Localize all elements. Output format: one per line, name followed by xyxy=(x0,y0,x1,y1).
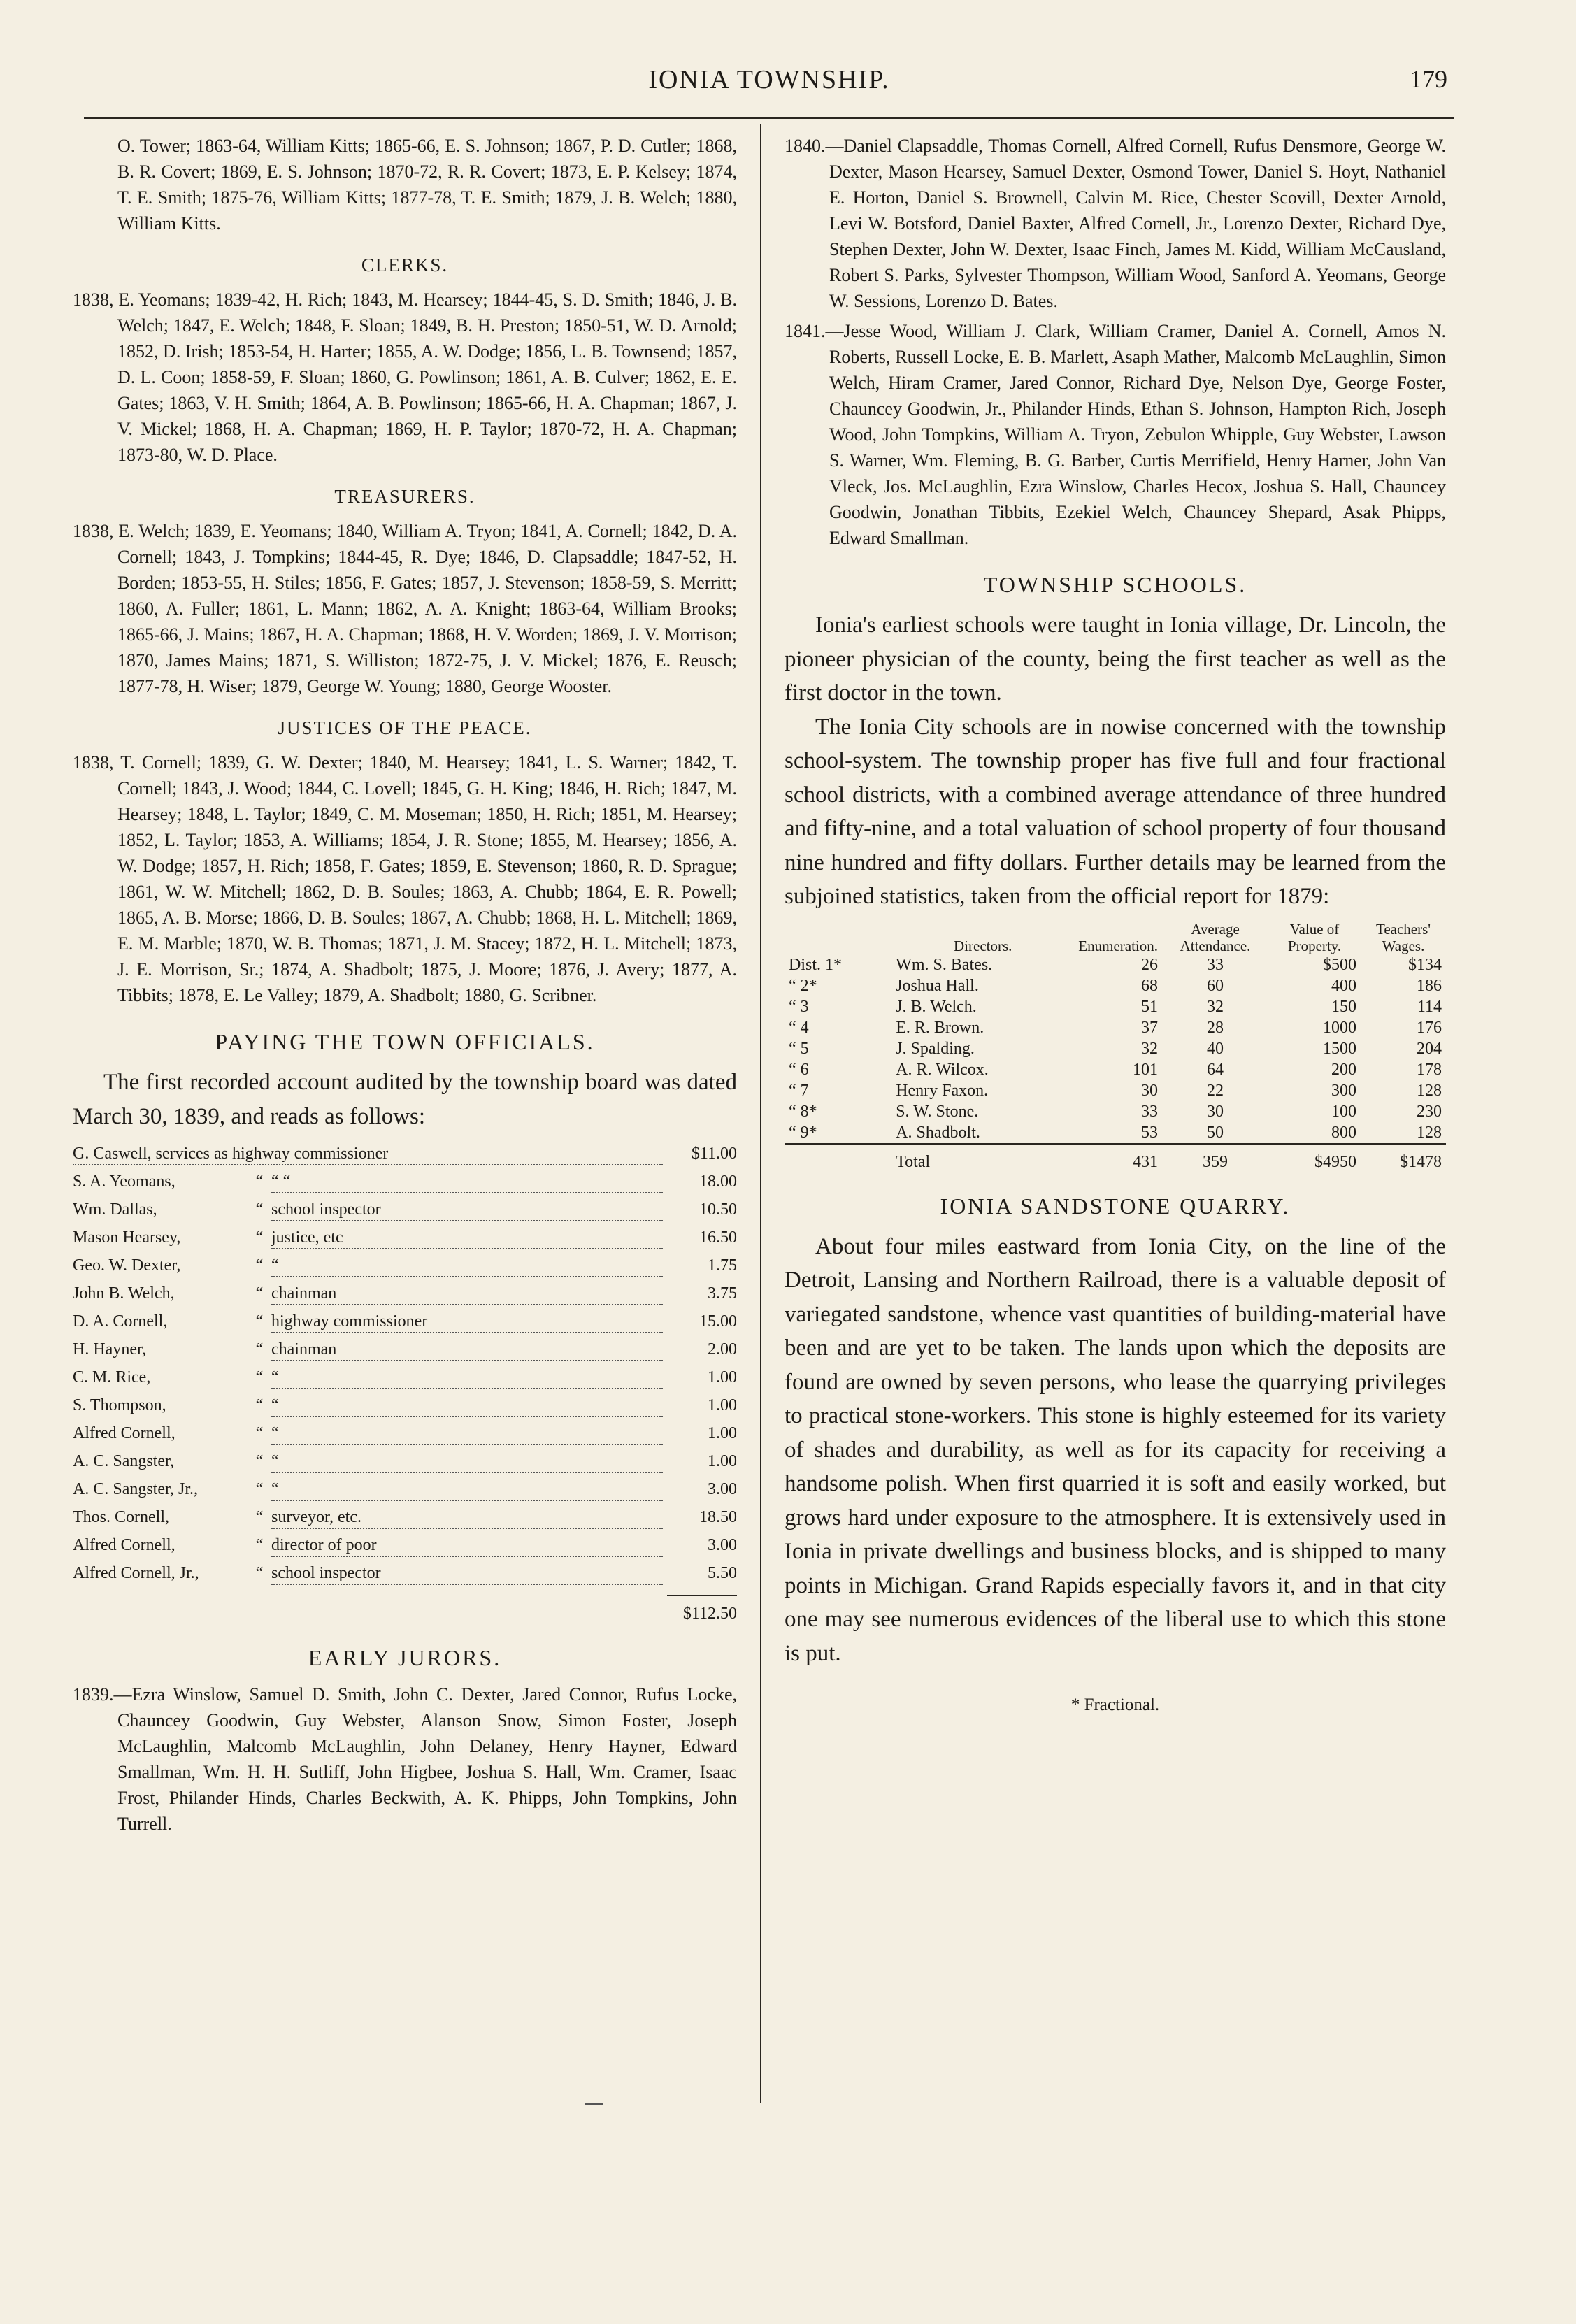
account-name: C. M. Rice, xyxy=(73,1368,151,1386)
table-row xyxy=(785,1122,1446,1144)
ditto-mark: “ xyxy=(255,1256,264,1275)
column-divider xyxy=(760,124,761,2103)
account-amount: $11.00 xyxy=(691,1145,737,1163)
account-desc: school inspector xyxy=(271,1564,385,1582)
ditto-mark: “ xyxy=(255,1284,264,1303)
page-number: 179 xyxy=(1410,65,1447,93)
account-row xyxy=(73,1311,737,1339)
account-amount: 18.50 xyxy=(699,1508,737,1526)
account-name: Geo. W. Dexter, xyxy=(73,1256,181,1275)
attendance-cell: 33 xyxy=(1207,955,1224,974)
justices-list: 1838, T. Cornell; 1839, G. W. Dexter; 1840, M. Hearsey; 1841, L. S. Warner; 1842, T. Cornell; 1843, J. Wood; 1844, C. Lovell; 1845, G. H. King; 1846, H. Rich; 1847, M. Hearsey; 1848, L. Taylor; 1849, C. M. Moseman; 1850, H. Rich; 1851, M. Hearsey; 1852, L. Taylor; 1853, A. Williams; 1854, J. R. Stone; 1855, M. Hearsey; 1856, A. W. Dodge; 1857, H. Rich; 1858, F. Gates; 1859, E. Stevenson; 1860, R. D. Sprague; 1861, W. W. Mitchell; 1862, D. B. Soules; 1863, A. Chubb; 1864, E. R. Powell; 1865, A. B. Morse; 1866, D. B. Soules; 1867, A. Chubb; 1868, H. L. Mitchell; 1869, E. M. Marble; 1870, W. B. Thomas; 1871, J. M. Stacey; 1872, H. L. Mitchell; 1873, J. E. Morrison, Sr.; 1874, A. Shadbolt; 1875, J. Moore; 1876, J. Avery; 1877, A. Tibbits; 1878, E. Le Valley; 1879, A. Shadbolt; 1880, G. Scribner. xyxy=(73,752,737,1005)
right-column xyxy=(785,133,1446,1715)
account-name: John B. Welch, xyxy=(73,1284,175,1303)
enumeration-cell: 37 xyxy=(1141,1018,1158,1037)
account-desc: “ xyxy=(271,1452,283,1470)
wages-cell: 230 xyxy=(1417,1102,1442,1121)
school-statistics-table xyxy=(785,921,1446,1172)
account-desc: highway commissioner xyxy=(271,1312,431,1330)
total-wages: $1478 xyxy=(1400,1152,1442,1171)
table-total-row xyxy=(785,1144,1446,1172)
account-amount: 1.75 xyxy=(708,1256,737,1275)
account-ledger xyxy=(73,1143,737,1624)
running-title: IONIA TOWNSHIP. xyxy=(648,65,890,94)
account-name: A. C. Sangster, xyxy=(73,1452,175,1470)
ditto-mark: “ xyxy=(255,1536,264,1554)
attendance-cell: 60 xyxy=(1207,976,1224,995)
account-row xyxy=(73,1255,737,1283)
attendance-cell: 28 xyxy=(1207,1018,1224,1037)
attendance-cell: 40 xyxy=(1207,1039,1224,1058)
early-jurors-heading: EARLY JURORS. xyxy=(308,1645,502,1670)
attendance-cell: 64 xyxy=(1207,1060,1224,1079)
jurors-1841: 1841.—Jesse Wood, William J. Clark, William Cramer, Daniel A. Cornell, Amos N. Roberts, Russell Locke, E. B. Marlett, Asaph Mather, Malcomb McLaughlin, Simon Welch, Hiram Cramer, Jared Connor, Richard Dye, Nelson Dye, George Foster, Chauncey Goodwin, Jr., Philander Hinds, Ethan S. Johnson, Hampton Rich, Joseph Wood, John Tompkins, William A. Tryon, Zebulon Whipple, Guy Webster, Lawson S. Warner, Wm. Fleming, B. G. Barber, Curtis Merrifield, Henry Harner, John Van Vleck, Jos. McLaughlin, Ezra Winslow, Charles Hecox, Joshua S. Hall, Chauncey Goodwin, Jonathan Tibbits, Ezekiel Welch, Chauncey Shepard, Asak Phipps, Edward Smallman. xyxy=(785,321,1446,548)
property-cell: $500 xyxy=(1323,955,1356,974)
account-name: Wm. Dallas, xyxy=(73,1200,157,1219)
total-property: $4950 xyxy=(1314,1152,1356,1171)
attendance-cell: 32 xyxy=(1207,997,1224,1016)
wages-cell: $134 xyxy=(1408,955,1442,974)
ditto-mark: “ xyxy=(255,1508,264,1526)
col-header-property: Value of Property. xyxy=(1287,920,1342,954)
account-desc: “ “ xyxy=(271,1172,294,1191)
account-desc: chainman xyxy=(271,1284,341,1303)
account-name: S. A. Yeomans, xyxy=(73,1172,175,1191)
enumeration-cell: 68 xyxy=(1141,976,1158,995)
supervisors-continuation: O. Tower; 1863-64, William Kitts; 1865-66, E. S. Johnson; 1867, P. D. Cutler; 1868, B. R. Covert; 1869, E. S. Johnson; 1870-72, R. R. Covert; 1873, E. P. Kelsey; 1874, T. E. Smith; 1875-76, William Kitts; 1877-78, T. E. Smith; 1879, J. B. Welch; 1880, William Kitts. xyxy=(117,136,737,234)
treasurers-heading: TREASURERS. xyxy=(334,486,475,507)
account-amount: 3.75 xyxy=(708,1284,737,1303)
schools-paragraph-2: The Ionia City schools are in nowise concerned with the township school-system. The township proper has five full and four fractional school districts, with a combined average attendance of three hundred and fifty-nine, and a total valuation of school property of four thousand nine hundred and fifty dollars. Further details may be learned from the subjoined statistics, taken from the official report for 1879: xyxy=(785,714,1446,909)
account-row xyxy=(73,1479,737,1507)
paying-officials-text: The first recorded account audited by the township board was dated March 30, 1839, and reads as follows: xyxy=(73,1070,737,1129)
account-row xyxy=(73,1535,737,1563)
enumeration-cell: 33 xyxy=(1141,1102,1158,1121)
account-amount: 2.00 xyxy=(708,1340,737,1358)
district-cell: “ 3 xyxy=(789,997,809,1016)
account-amount: 18.00 xyxy=(699,1172,737,1191)
township-schools-heading: TOWNSHIP SCHOOLS. xyxy=(983,572,1247,597)
account-total: $112.50 xyxy=(682,1605,737,1623)
account-row xyxy=(73,1451,737,1479)
footnote: * Fractional. xyxy=(1070,1695,1160,1714)
account-amount: 1.00 xyxy=(708,1368,737,1386)
account-desc: “ xyxy=(271,1396,283,1414)
attendance-cell: 50 xyxy=(1207,1123,1224,1142)
ditto-mark: “ xyxy=(255,1200,264,1219)
account-name: S. Thompson, xyxy=(73,1396,166,1414)
account-amount: 3.00 xyxy=(708,1536,737,1554)
property-cell: 800 xyxy=(1331,1123,1356,1142)
ditto-mark: “ xyxy=(255,1312,264,1330)
ditto-mark: “ xyxy=(255,1368,264,1386)
district-cell: Dist. 1* xyxy=(789,955,843,974)
director-cell: Henry Faxon. xyxy=(896,1081,989,1100)
account-row xyxy=(73,1563,737,1591)
account-name: Alfred Cornell, xyxy=(73,1424,175,1442)
director-cell: S. W. Stone. xyxy=(896,1102,979,1121)
table-row xyxy=(785,1038,1446,1059)
wages-cell: 178 xyxy=(1417,1060,1442,1079)
district-cell: “ 6 xyxy=(789,1060,809,1079)
left-column xyxy=(73,133,737,1837)
account-name: H. Hayner, xyxy=(73,1340,146,1358)
account-name: G. Caswell, services as highway commissioner xyxy=(73,1145,392,1163)
account-desc: director of poor xyxy=(271,1536,381,1554)
account-name: Alfred Cornell, Jr., xyxy=(73,1564,199,1582)
schools-paragraph-1: Ionia's earliest schools were taught in Ionia village, Dr. Lincoln, the pioneer physician of the county, being the first teacher as well as the first doctor in the town. xyxy=(785,612,1446,705)
account-row xyxy=(73,1339,737,1367)
account-amount: 10.50 xyxy=(699,1200,737,1219)
table-row xyxy=(785,954,1446,975)
director-cell: E. R. Brown. xyxy=(896,1018,984,1037)
justices-heading: JUSTICES OF THE PEACE. xyxy=(278,717,532,738)
property-cell: 1000 xyxy=(1323,1018,1356,1037)
account-amount: 3.00 xyxy=(708,1480,737,1498)
account-amount: 1.00 xyxy=(708,1396,737,1414)
property-cell: 400 xyxy=(1331,976,1356,995)
quarry-paragraph: About four miles eastward from Ionia City, on the line of the Detroit, Lansing and Northern Railroad, there is a valuable deposit of variegated sandstone, whence vast quantities of building-material have been and are yet to be taken. The lands upon which the deposits are found are owned by seven persons, who lease the quarrying privileges to practical stone-workers. This stone is highly esteemed for its variety of shades and durability, as well as for its capacity for receiving a handsome polish. When first quarried it is soft and easily worked, but grows hard under exposure to the atmosphere. It is extensively used in Ionia in private dwellings and business blocks, and is shipped to many points in Michigan. Grand Rapids especially favors it, and in that city one may see numerous evidences of the liberal use to which this stone is put. xyxy=(785,1233,1446,1666)
enumeration-cell: 53 xyxy=(1141,1123,1158,1142)
account-desc: chainman xyxy=(271,1340,341,1358)
account-amount: 5.50 xyxy=(708,1564,737,1582)
ditto-mark: “ xyxy=(255,1480,264,1498)
clerks-heading: CLERKS. xyxy=(361,254,449,275)
total-attendance: 359 xyxy=(1203,1152,1228,1171)
sum-rule xyxy=(667,1595,737,1596)
paying-officials-heading: PAYING THE TOWN OFFICIALS. xyxy=(215,1029,595,1054)
col-header-district xyxy=(785,921,891,954)
account-desc: surveyor, etc. xyxy=(271,1508,366,1526)
district-cell: “ 4 xyxy=(789,1018,809,1037)
ditto-mark: “ xyxy=(255,1424,264,1442)
wages-cell: 176 xyxy=(1417,1018,1442,1037)
header-rule xyxy=(84,117,1454,119)
table-row xyxy=(785,975,1446,996)
table-row xyxy=(785,996,1446,1017)
table-row xyxy=(785,1080,1446,1101)
attendance-cell: 22 xyxy=(1207,1081,1224,1100)
account-name: Thos. Cornell, xyxy=(73,1508,169,1526)
col-header-enumeration: Enumeration. xyxy=(1078,937,1158,954)
director-cell: A. Shadbolt. xyxy=(896,1123,980,1142)
district-cell: “ 9* xyxy=(789,1123,817,1142)
attendance-cell: 30 xyxy=(1207,1102,1224,1121)
wages-cell: 128 xyxy=(1417,1123,1442,1142)
property-cell: 150 xyxy=(1331,997,1356,1016)
account-row xyxy=(73,1171,737,1199)
jurors-1839: 1839.—Ezra Winslow, Samuel D. Smith, John C. Dexter, Jared Connor, Rufus Locke, Chauncey Goodwin, Guy Webster, Alanson Snow, Simon Foster, Joseph McLaughlin, Malcomb McLaughlin, John Delaney, Henry Hayner, Edward Smallman, Wm. H. H. Sutliff, John Higbee, Joshua S. Hall, Wm. Cramer, Isaac Frost, Philander Hinds, Charles Beckwith, A. K. Phipps, John Tompkins, John Turrell. xyxy=(73,1684,737,1834)
account-row xyxy=(73,1283,737,1311)
account-amount: 1.00 xyxy=(708,1424,737,1442)
account-name: Alfred Cornell, xyxy=(73,1536,175,1554)
enumeration-cell: 30 xyxy=(1141,1081,1158,1100)
account-row xyxy=(73,1423,737,1451)
account-row xyxy=(73,1507,737,1535)
account-desc: “ xyxy=(271,1424,283,1442)
account-amount: 15.00 xyxy=(699,1312,737,1330)
clerks-list: 1838, E. Yeomans; 1839-42, H. Rich; 1843, M. Hearsey; 1844-45, S. D. Smith; 1846, J. B. Welch; 1847, E. Welch; 1848, F. Sloan; 1849, B. H. Preston; 1850-51, W. D. Arnold; 1852, D. Irish; 1853-54, H. Harter; 1855, A. W. Dodge; 1856, L. B. Townsend; 1857, D. L. Coon; 1858-59, F. Sloan; 1860, G. Powlinson; 1861, A. B. Culver; 1862, E. E. Gates; 1863, V. H. Smith; 1864, A. B. Powlinson; 1865-66, H. A. Chapman; 1867, J. V. Mickel; 1868, H. A. Chapman; 1869, H. P. Taylor; 1870-72, H. A. Chapman; 1873-80, W. D. Place. xyxy=(73,289,737,465)
ditto-mark: “ xyxy=(255,1396,264,1414)
ditto-mark: “ xyxy=(255,1228,264,1247)
table-row xyxy=(785,1101,1446,1122)
ditto-mark: “ xyxy=(255,1564,264,1582)
district-cell: “ 2* xyxy=(789,976,817,995)
account-name: Mason Hearsey, xyxy=(73,1228,181,1247)
account-amount: 16.50 xyxy=(699,1228,737,1247)
table-row xyxy=(785,1017,1446,1038)
total-enumeration: 431 xyxy=(1133,1152,1158,1171)
property-cell: 200 xyxy=(1331,1060,1356,1079)
wages-cell: 204 xyxy=(1417,1039,1442,1058)
total-label: Total xyxy=(896,1152,931,1171)
account-amount: 1.00 xyxy=(708,1452,737,1470)
district-cell: “ 7 xyxy=(789,1081,809,1100)
director-cell: J. Spalding. xyxy=(896,1039,975,1058)
district-cell: “ 8* xyxy=(789,1102,817,1121)
district-cell: “ 5 xyxy=(789,1039,809,1058)
account-name: A. C. Sangster, Jr., xyxy=(73,1480,199,1498)
property-cell: 300 xyxy=(1331,1081,1356,1100)
account-desc: “ xyxy=(271,1368,283,1386)
jurors-1840: 1840.—Daniel Clapsaddle, Thomas Cornell, Alfred Cornell, Rufus Densmore, George W. Dexter, Mason Hearsey, Samuel Dexter, Osmond Tower, Daniel S. Hoyt, Nathaniel E. Horton, Daniel S. Brownell, Calvin M. Rice, Chester Scovill, Dexter Arnold, Levi W. Botsford, Daniel Baxter, Alfred Cornell, Jr., Lorenzo Dexter, Richard Dye, Stephen Dexter, John W. Dexter, Isaac Finch, James M. Kidd, William McCausland, Robert S. Parks, Sylvester Thompson, William Wood, Sanford A. Yeomans, George W. Sessions, Lorenzo D. Bates. xyxy=(785,136,1446,311)
account-row xyxy=(73,1395,737,1423)
enumeration-cell: 26 xyxy=(1141,955,1158,974)
account-row xyxy=(73,1199,737,1227)
account-row xyxy=(73,1227,737,1255)
ditto-mark: “ xyxy=(255,1452,264,1470)
col-header-attendance: Average Attendance. xyxy=(1180,920,1251,954)
account-desc: justice, etc xyxy=(271,1228,348,1247)
enumeration-cell: 51 xyxy=(1141,997,1158,1016)
property-cell: 100 xyxy=(1331,1102,1356,1121)
account-desc: school inspector xyxy=(271,1200,385,1219)
enumeration-cell: 101 xyxy=(1133,1060,1158,1079)
col-header-wages: Teachers' Wages. xyxy=(1375,920,1431,954)
table-header-row xyxy=(785,921,1446,954)
table-row xyxy=(785,1059,1446,1080)
director-cell: Wm. S. Bates. xyxy=(896,955,993,974)
account-desc: “ xyxy=(271,1480,283,1498)
director-cell: J. B. Welch. xyxy=(896,997,977,1016)
ditto-mark: “ xyxy=(255,1340,264,1358)
director-cell: Joshua Hall. xyxy=(896,976,979,995)
director-cell: A. R. Wilcox. xyxy=(896,1060,989,1079)
ditto-mark: “ xyxy=(255,1172,264,1191)
wages-cell: 128 xyxy=(1417,1081,1442,1100)
enumeration-cell: 32 xyxy=(1141,1039,1158,1058)
sandstone-quarry-heading: IONIA SANDSTONE QUARRY. xyxy=(940,1193,1291,1219)
account-desc: “ xyxy=(271,1256,283,1275)
property-cell: 1500 xyxy=(1323,1039,1356,1058)
bottom-dash-mark xyxy=(585,2103,603,2105)
wages-cell: 114 xyxy=(1417,997,1442,1016)
account-row xyxy=(73,1143,737,1171)
page-header xyxy=(84,64,1454,99)
account-name: D. A. Cornell, xyxy=(73,1312,168,1330)
account-row xyxy=(73,1367,737,1395)
col-header-directors: Directors. xyxy=(954,937,1012,954)
wages-cell: 186 xyxy=(1417,976,1442,995)
treasurers-list: 1838, E. Welch; 1839, E. Yeomans; 1840, William A. Tryon; 1841, A. Cornell; 1842, D. A. Cornell; 1843, J. Tompkins; 1844-45, R. Dye; 1846, D. Clapsaddle; 1847-52, H. Borden; 1853-55, H. Stiles; 1856, F. Gates; 1857, J. Stevenson; 1858-59, S. Merritt; 1860, A. Fuller; 1861, L. Mann; 1862, A. A. Knight; 1863-64, William Brooks; 1865-66, J. Mains; 1867, H. A. Chapman; 1868, H. V. Worden; 1869, J. V. Morrison; 1870, James Mains; 1871, S. Williston; 1872-75, J. V. Mickel; 1876, E. Reusch; 1877-78, H. Wiser; 1879, George W. Young; 1880, George Wooster. xyxy=(73,521,737,696)
